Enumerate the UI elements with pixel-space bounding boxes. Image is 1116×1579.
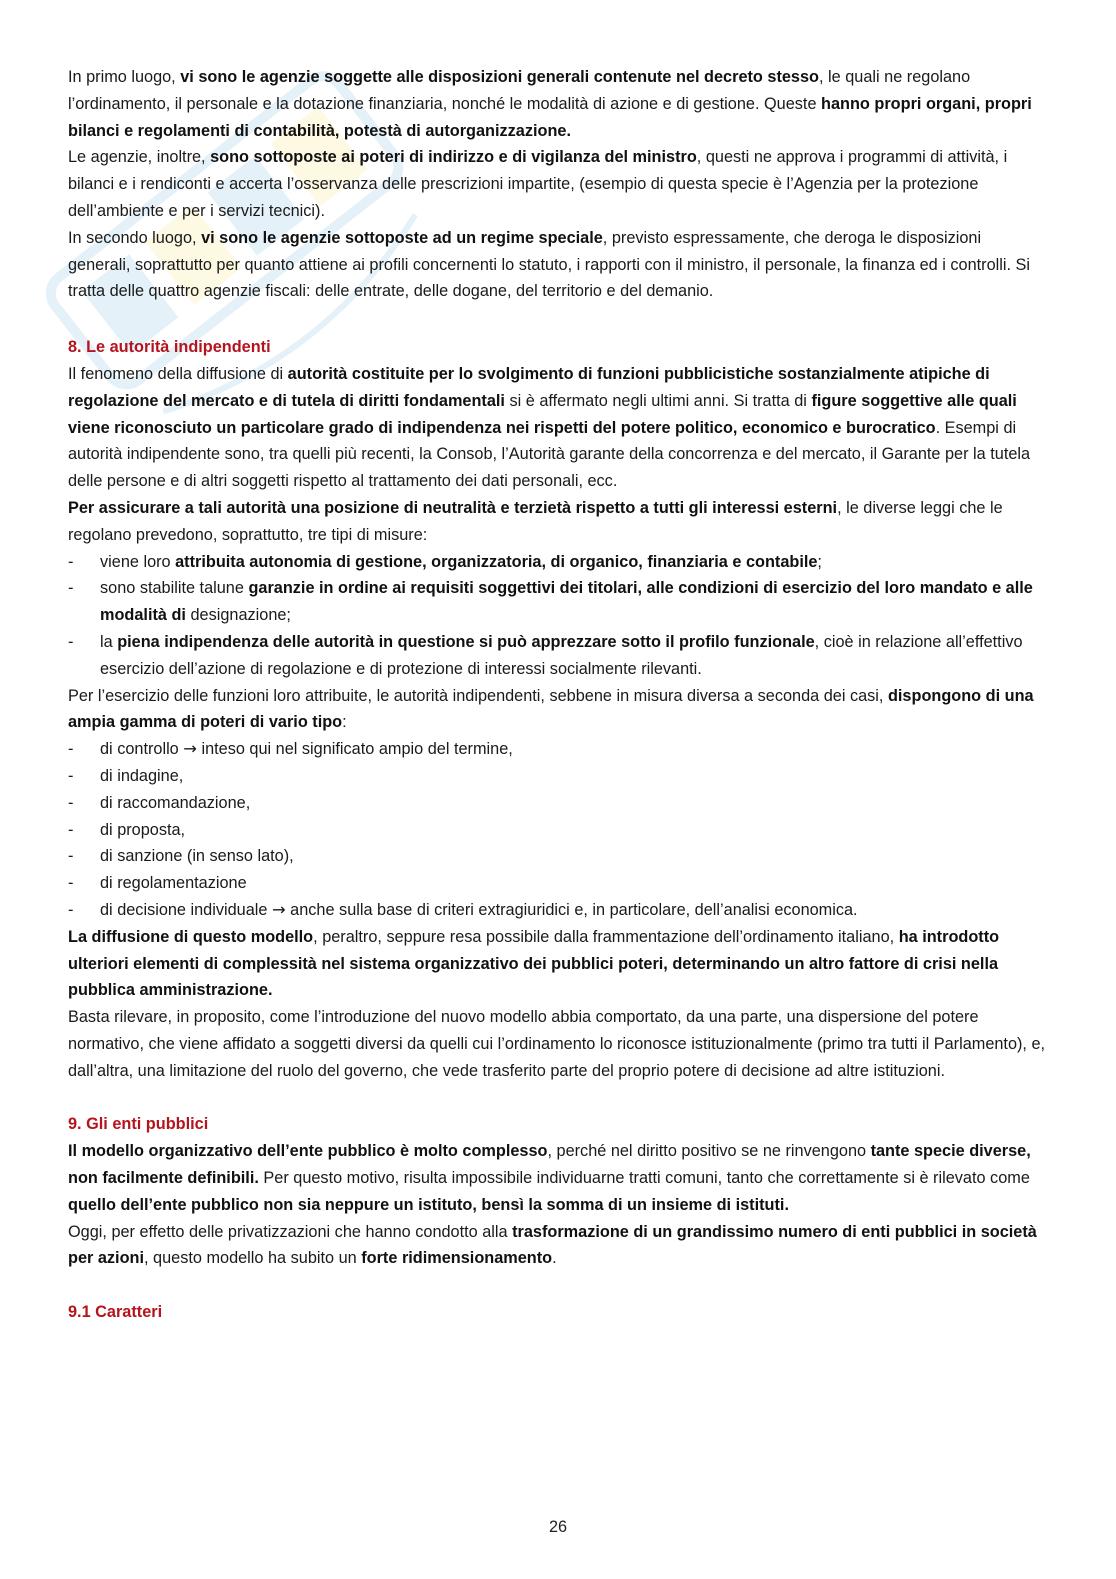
list-item: - sono stabilite talune garanzie in ordine ai requisiti soggettivi dei titolari, alle condizioni di esercizio del loro mandato e alle modalità di designazione;	[68, 575, 1048, 629]
section-8-paragraph-5: Basta rilevare, in proposito, come l’introduzione del nuovo modello abbia comportato, da una parte, una dispersione del potere normativo, che viene affidato a soggetti diversi da quelli cui l’ordinamento lo riconosce istituzionalmente (primo tra tutti il Parlamento), e, dall’altra, una limitazione del ruolo del governo, che vede trasferito parte del proprio potere di decisione ad altre istituzioni.	[68, 1008, 1046, 1080]
intro-paragraph-3: In secondo luogo, vi sono le agenzie sottoposte ad un regime speciale, previsto espressamente, che deroga le disposizioni generali, soprattutto per quanto attiene ai profili concernenti lo statuto, i rapporti con il ministro, il personale, la finanza ed i controlli. Si tratta delle quattro agenzie fiscali: delle entrate, delle dogane, del territorio e del demanio.	[68, 228, 1031, 301]
list-item: - di controllo → inteso qui nel significato ampio del termine,	[68, 736, 1048, 763]
intro-paragraph-1: In primo luogo, vi sono le agenzie soggette alle disposizioni generali contenute nel decreto stesso, le quali ne regolano l’ordinamento, il personale e la dotazione finanziaria, nonché le modalità di azione e di gestione. Queste hanno propri organi, propri bilanci e regolamenti di contabilità, potestà di autorganizzazione.	[68, 68, 1032, 140]
list-item: - di sanzione (in senso lato),	[68, 843, 1048, 870]
arrow-right-icon: →	[271, 899, 286, 919]
list-item: - di indagine,	[68, 763, 1048, 790]
intro-paragraph-2: Le agenzie, inoltre, sono sottoposte ai poteri di indirizzo e di vigilanza del ministro, questi ne approva i programmi di attività, i bilanci e i rendiconti e accerta l’osservanza delle prescrizioni impartite, (esempio di questa specie è l’Agenzia per la protezione dell’ambiente e per i servizi tecnici).	[68, 148, 1008, 220]
section-9-paragraph-2: Oggi, per effetto delle privatizzazioni che hanno condotto alla trasformazione di un grandissimo numero di enti pubblici in società per azioni, questo modello ha subito un forte ridimensionamento.	[68, 1222, 1037, 1268]
list-item: - di proposta,	[68, 817, 1048, 844]
section-8-paragraph-1: Il fenomeno della diffusione di autorità costituite per lo svolgimento di funzioni pubblicistiche sostanzialmente atipiche di regolazione del mercato e di tutela di diritti fondamentali si è affermato negli ultimi anni. Si tratta di figure soggettive alle quali viene riconosciuto un particolare grado di indipendenza nei rispetti del potere politico, economico e burocratico. Esempi di autorità indipendente sono, tra quelli più recenti, la Consob, l’Autorità garante della concorrenza e del mercato, il Garante per la tutela delle persone e di altri soggetti rispetto al trattamento dei dati personali, ecc.	[68, 364, 1031, 491]
list-item: - di decisione individuale → anche sulla base di criteri extragiuridici e, in particolare, dell’analisi economica.	[68, 897, 1048, 924]
section-8-paragraph-4: La diffusione di questo modello, peraltro, seppure resa possibile dalla frammentazione dell’ordinamento italiano, ha introdotto ulteriori elementi di complessità nel sistema organizzativo dei pubblici poteri, determinando un altro fattore di crisi nella pubblica amministrazione.	[68, 927, 1000, 1000]
arrow-right-icon: →	[183, 739, 197, 759]
page-number: 26	[548, 1518, 568, 1536]
section-8-paragraph-3: Per l’esercizio delle funzioni loro attribuite, le autorità indipendenti, sebbene in misura diversa a seconda dei casi, dispongono di una ampia gamma di poteri di vario tipo:	[68, 686, 1034, 732]
section-9-1-heading: 9.1 Caratteri	[68, 1303, 163, 1322]
list-item: - di regolamentazione	[68, 870, 1048, 897]
measures-list	[68, 549, 1048, 683]
section-9-heading: 9. Gli enti pubblici	[68, 1115, 209, 1134]
section-8-paragraph-2: Per assicurare a tali autorità una posizione di neutralità e terzietà rispetto a tutti gli interessi esterni, le diverse leggi che le regolano prevedono, soprattutto, tre tipi di misure:	[68, 498, 1003, 544]
section-9-paragraph-1: Il modello organizzativo dell’ente pubblico è molto complesso, perché nel diritto positivo se ne rinvengono tante specie diverse, non facilmente definibili. Per questo motivo, risulta impossibile individuarne tratti comuni, tanto che correttamente si è rilevato come quello dell’ente pubblico non sia neppure un istituto, bensì la somma di un insieme di istituti.	[68, 1142, 1031, 1214]
list-item: - la piena indipendenza delle autorità in questione si può apprezzare sotto il profilo funzionale, cioè in relazione all’effettivo esercizio dell’azione di regolazione e di protezione di interessi socialmente rilevanti.	[68, 629, 1048, 683]
document-page	[68, 64, 1048, 1326]
powers-list	[68, 736, 1048, 924]
list-item: - di raccomandazione,	[68, 790, 1048, 817]
list-item: - viene loro attribuita autonomia di gestione, organizzatoria, di organico, finanziaria e contabile;	[68, 549, 1048, 576]
section-8-heading: 8. Le autorità indipendenti	[68, 338, 271, 357]
